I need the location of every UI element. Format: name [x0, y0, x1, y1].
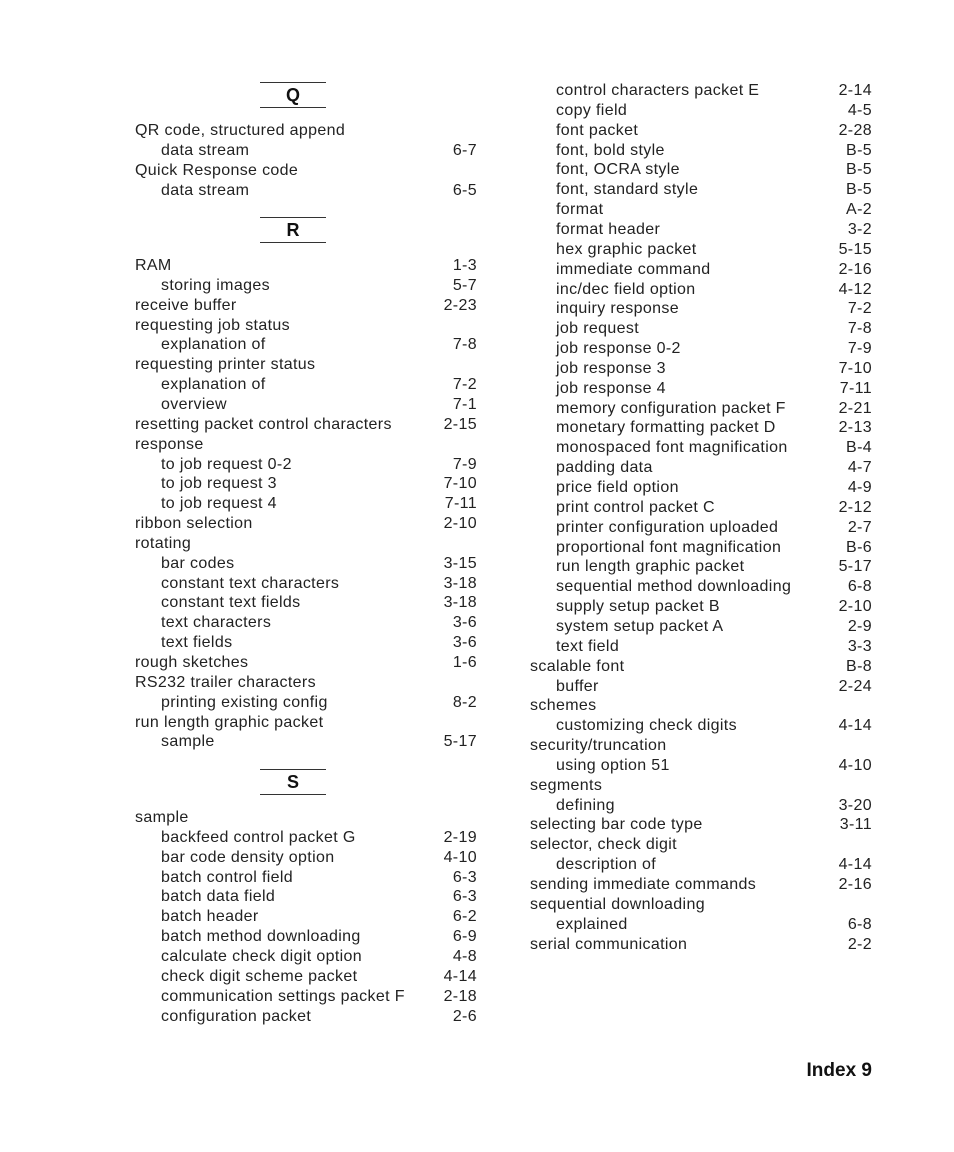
index-subentry: [135, 494, 477, 514]
index-subentry: [135, 848, 477, 868]
index-entry: [135, 534, 477, 554]
entry-page-ref: 5-15: [838, 240, 872, 258]
index-subentry: [530, 180, 872, 200]
entry-page-ref: 2-2: [847, 935, 872, 953]
index-subentry: [135, 276, 477, 296]
entry-page-ref: 2-13: [838, 419, 872, 437]
index-subentry: [530, 498, 872, 518]
index-subentry: [530, 379, 872, 399]
index-subentry: [530, 200, 872, 220]
entry-page-ref: 2-21: [838, 399, 872, 417]
index-subentry: [135, 375, 477, 395]
entry-term: explanation of: [161, 376, 266, 394]
index-subentry: [530, 280, 872, 300]
entry-term: inc/dec field option: [556, 280, 696, 298]
entry-page-ref: 7-9: [452, 455, 477, 473]
index-subentry: [135, 335, 477, 355]
index-subentry: [530, 597, 872, 617]
entry-page-ref: 2-28: [838, 121, 872, 139]
index-subentry: [135, 1007, 477, 1027]
entry-term: to job request 4: [161, 495, 277, 513]
index-entry: [135, 673, 477, 693]
entry-page-ref: 3-15: [443, 554, 477, 572]
index-subentry: [135, 987, 477, 1007]
index-subentry: [530, 260, 872, 280]
entry-page-ref: 2-10: [838, 598, 872, 616]
index-subentry: [135, 455, 477, 475]
entry-term: font, standard style: [556, 181, 699, 199]
entry-page-ref: 6-3: [452, 868, 477, 886]
index-subentry: [530, 438, 872, 458]
entry-page-ref: 2-7: [847, 518, 872, 536]
entry-term: check digit scheme packet: [161, 967, 358, 985]
index-subentry: [135, 868, 477, 888]
entry-term: text field: [556, 637, 620, 655]
entry-term: price field option: [556, 479, 679, 496]
index-subentry: [530, 716, 872, 736]
index-subentry: [135, 554, 477, 574]
entry-term: customizing check digits: [556, 717, 737, 735]
entry-term: buffer: [556, 677, 599, 695]
entry-term: constant text fields: [161, 594, 301, 612]
index-entry: [530, 736, 872, 756]
entry-page-ref: 3-6: [452, 634, 477, 652]
index-subentry: [530, 299, 872, 319]
entry-term: to job request 0-2: [161, 455, 292, 473]
index-entry: [530, 875, 872, 895]
entry-term: sample: [135, 809, 189, 826]
entry-term: job response 4: [556, 379, 666, 397]
entry-term: job response 0-2: [556, 340, 681, 358]
entry-term: control characters packet E: [556, 82, 760, 99]
entry-term: requesting job status: [135, 316, 290, 334]
entry-term: proportional font magnification: [556, 538, 782, 556]
index-entry: [135, 121, 477, 141]
entry-page-ref: 2-18: [443, 987, 477, 1005]
entry-term: configuration packet: [161, 1007, 312, 1025]
section-heading-s: S: [260, 769, 326, 795]
entry-term: text characters: [161, 614, 272, 632]
entry-term: monetary formatting packet D: [556, 419, 776, 437]
index-subentry: [135, 887, 477, 907]
entry-term: copy field: [556, 101, 628, 119]
page-footer: Index 9: [806, 1060, 872, 1081]
entry-page-ref: 3-2: [847, 220, 872, 238]
entry-page-ref: 6-9: [452, 928, 477, 946]
entry-page-ref: 2-19: [443, 828, 477, 846]
entry-page-ref: 7-11: [839, 379, 872, 397]
entry-term: font, OCRA style: [556, 161, 680, 179]
entry-term: calculate check digit option: [161, 947, 363, 965]
entry-page-ref: 3-20: [838, 796, 872, 814]
entry-term: hex graphic packet: [556, 240, 697, 258]
entry-page-ref: 3-3: [847, 637, 872, 655]
index-entry: [135, 415, 477, 435]
index-subentry: [135, 141, 477, 161]
entry-page-ref: 7-2: [847, 300, 872, 318]
entry-term: supply setup packet B: [556, 598, 720, 616]
entry-page-ref: 6-3: [452, 888, 477, 906]
index-subentry: [530, 121, 872, 141]
entry-page-ref: 7-10: [443, 475, 477, 493]
index-entry: [135, 296, 477, 316]
entry-page-ref: A-2: [846, 201, 872, 219]
entry-page-ref: B-5: [846, 161, 872, 179]
entry-page-ref: 4-5: [847, 101, 872, 119]
index-entry: [530, 776, 872, 796]
entry-page-ref: 2-15: [443, 415, 477, 433]
entry-term: batch method downloading: [161, 928, 361, 946]
entry-page-ref: 3-11: [839, 816, 872, 834]
index-subentry: [135, 593, 477, 613]
entry-term: storing images: [161, 276, 270, 294]
entry-page-ref: 4-12: [838, 280, 872, 298]
index-subentry: [135, 574, 477, 594]
entry-term: response: [135, 435, 204, 453]
entry-page-ref: 4-7: [847, 459, 872, 477]
index-subentry: [135, 474, 477, 494]
entry-term: data stream: [161, 181, 250, 199]
entry-page-ref: 7-10: [838, 359, 872, 377]
entry-term: explained: [556, 915, 628, 933]
entry-page-ref: 2-12: [838, 498, 872, 516]
entry-term: ribbon selection: [135, 515, 253, 533]
entry-page-ref: 6-8: [847, 578, 872, 596]
entry-term: format: [556, 201, 604, 219]
entry-term: batch control field: [161, 868, 294, 886]
index-subentry: [530, 220, 872, 240]
entry-page-ref: 6-8: [847, 915, 872, 933]
entry-term: immediate command: [556, 260, 711, 278]
index-subentry: [530, 359, 872, 379]
index-subentry: [530, 399, 872, 419]
entry-term: batch header: [161, 908, 259, 926]
index-subentry: [530, 418, 872, 438]
entry-term: printer configuration uploaded: [556, 518, 779, 536]
entry-page-ref: 2-16: [838, 876, 872, 893]
entry-term: schemes: [530, 697, 597, 715]
entry-page-ref: 2-6: [452, 1007, 477, 1025]
entry-page-ref: 2-9: [847, 617, 872, 635]
index-subentry: [135, 395, 477, 415]
entry-term: communication settings packet F: [161, 987, 405, 1005]
index-subentry: [530, 677, 872, 697]
entry-page-ref: 6-5: [452, 181, 477, 199]
index-subentry: [530, 577, 872, 597]
entry-page-ref: 5-17: [838, 558, 872, 576]
entry-page-ref: 4-14: [838, 717, 872, 735]
entry-term: font, bold style: [556, 141, 665, 159]
index-subentry: [530, 915, 872, 935]
index-subentry: [530, 458, 872, 478]
entry-term: description of: [556, 856, 657, 874]
index-entry: [135, 713, 477, 733]
entry-term: selector, check digit: [530, 836, 677, 854]
entry-page-ref: 1-6: [452, 654, 477, 671]
entry-page-ref: 2-16: [838, 260, 872, 278]
entry-term: sequential method downloading: [556, 578, 792, 596]
entry-term: batch data field: [161, 888, 276, 906]
index-entry: [135, 355, 477, 375]
entry-term: monospaced font magnification: [556, 439, 788, 457]
entry-page-ref: 7-11: [444, 495, 477, 513]
index-subentry: [135, 947, 477, 967]
entry-term: padding data: [556, 459, 653, 477]
entry-page-ref: 4-14: [443, 967, 477, 985]
index-subentry: [530, 101, 872, 121]
index-entry: [135, 435, 477, 455]
entry-term: job response 3: [556, 359, 666, 377]
entry-term: Quick Response code: [135, 161, 299, 179]
entry-term: selecting bar code type: [530, 816, 703, 834]
index-entry: [530, 895, 872, 915]
entry-term: memory configuration packet F: [556, 399, 786, 417]
entry-term: backfeed control packet G: [161, 828, 356, 846]
entry-term: bar code density option: [161, 848, 335, 866]
index-subentry: [530, 617, 872, 637]
entry-page-ref: B-8: [846, 657, 872, 675]
index-entry: [135, 514, 477, 534]
index-subentry: [135, 732, 477, 752]
index-subentry: [530, 160, 872, 180]
index-subentry: [530, 538, 872, 558]
entry-page-ref: 5-7: [452, 276, 477, 294]
entry-page-ref: 3-6: [452, 614, 477, 632]
index-entry: [135, 316, 477, 336]
entry-page-ref: 3-18: [443, 574, 477, 592]
entry-term: bar codes: [161, 554, 235, 572]
section-heading-q: Q: [260, 82, 326, 108]
entry-page-ref: 2-24: [838, 677, 872, 695]
entry-page-ref: 7-9: [847, 340, 872, 358]
index-entry: [530, 815, 872, 835]
entry-page-ref: 8-2: [452, 693, 477, 711]
index-subentry: [135, 181, 477, 201]
entry-term: format header: [556, 220, 661, 238]
index-subentry: [530, 855, 872, 875]
index-subentry: [530, 319, 872, 339]
entry-term: sequential downloading: [530, 895, 705, 913]
entry-term: explanation of: [161, 336, 266, 354]
entry-page-ref: 4-14: [838, 856, 872, 874]
entry-term: serial communication: [530, 935, 688, 953]
entry-term: print control packet C: [556, 498, 715, 516]
entry-term: segments: [530, 776, 603, 794]
entry-page-ref: 7-2: [452, 376, 477, 394]
index-subentry: [530, 756, 872, 776]
index-entry: [135, 653, 477, 673]
entry-page-ref: 4-10: [443, 848, 477, 866]
index-entry: [530, 657, 872, 677]
entry-term: rotating: [135, 534, 192, 552]
entry-page-ref: 4-9: [847, 479, 872, 496]
entry-term: run length graphic packet: [135, 713, 324, 731]
entry-term: overview: [161, 395, 227, 413]
entry-term: defining: [556, 796, 615, 814]
section-heading-r: R: [260, 217, 326, 243]
entry-term: using option 51: [556, 756, 670, 774]
index-subentry: [135, 613, 477, 633]
index-subentry: [530, 141, 872, 161]
index-subentry: [135, 907, 477, 927]
entry-term: sample: [161, 733, 215, 751]
entry-term: QR code, structured append: [135, 122, 346, 139]
index-entry: [530, 835, 872, 855]
entry-term: to job request 3: [161, 475, 277, 493]
index-entry: [135, 256, 477, 276]
index-entry: [530, 696, 872, 716]
index-entry: [530, 935, 872, 955]
entry-term: run length graphic packet: [556, 558, 745, 576]
entry-term: scalable font: [530, 657, 625, 675]
entry-page-ref: B-5: [846, 181, 872, 199]
entry-term: data stream: [161, 141, 250, 159]
index-subentry: [530, 637, 872, 657]
entry-page-ref: 6-2: [452, 908, 477, 926]
entry-term: security/truncation: [530, 737, 667, 755]
entry-page-ref: 2-23: [443, 296, 477, 314]
entry-term: printing existing config: [161, 693, 328, 711]
index-subentry: [530, 796, 872, 816]
entry-page-ref: 1-3: [452, 257, 477, 274]
entry-page-ref: 7-8: [452, 336, 477, 354]
entry-term: inquiry response: [556, 300, 679, 318]
index-subentry: [135, 633, 477, 653]
index-subentry: [530, 240, 872, 260]
index-subentry: [530, 81, 872, 101]
entry-page-ref: B-6: [846, 538, 872, 556]
entry-term: rough sketches: [135, 654, 249, 671]
entry-term: job request: [556, 320, 640, 338]
entry-term: text fields: [161, 634, 233, 652]
index-subentry: [530, 557, 872, 577]
entry-term: font packet: [556, 121, 639, 139]
index-subentry: [135, 693, 477, 713]
entry-page-ref: 4-8: [452, 947, 477, 965]
index-subentry: [135, 967, 477, 987]
entry-page-ref: 2-14: [838, 82, 872, 99]
index-entry: [135, 161, 477, 181]
entry-term: system setup packet A: [556, 617, 724, 635]
entry-page-ref: 5-17: [443, 733, 477, 751]
index-subentry: [530, 339, 872, 359]
entry-page-ref: 6-7: [452, 141, 477, 159]
entry-page-ref: 4-10: [838, 756, 872, 774]
entry-term: RAM: [135, 257, 172, 274]
index-entry: [135, 808, 477, 828]
index-subentry: [135, 828, 477, 848]
entry-term: sending immediate commands: [530, 876, 757, 893]
index-subentry: [530, 478, 872, 498]
entry-term: receive buffer: [135, 296, 237, 314]
entry-page-ref: 2-10: [443, 515, 477, 533]
entry-page-ref: 7-8: [847, 320, 872, 338]
index-subentry: [135, 927, 477, 947]
entry-page-ref: 3-18: [443, 594, 477, 612]
entry-page-ref: B-4: [846, 439, 872, 457]
entry-page-ref: 7-1: [452, 395, 477, 413]
entry-term: requesting printer status: [135, 356, 316, 374]
entry-term: constant text characters: [161, 574, 340, 592]
index-subentry: [530, 518, 872, 538]
entry-page-ref: B-5: [846, 141, 872, 159]
entry-term: resetting packet control characters: [135, 415, 392, 433]
entry-term: RS232 trailer characters: [135, 673, 316, 691]
